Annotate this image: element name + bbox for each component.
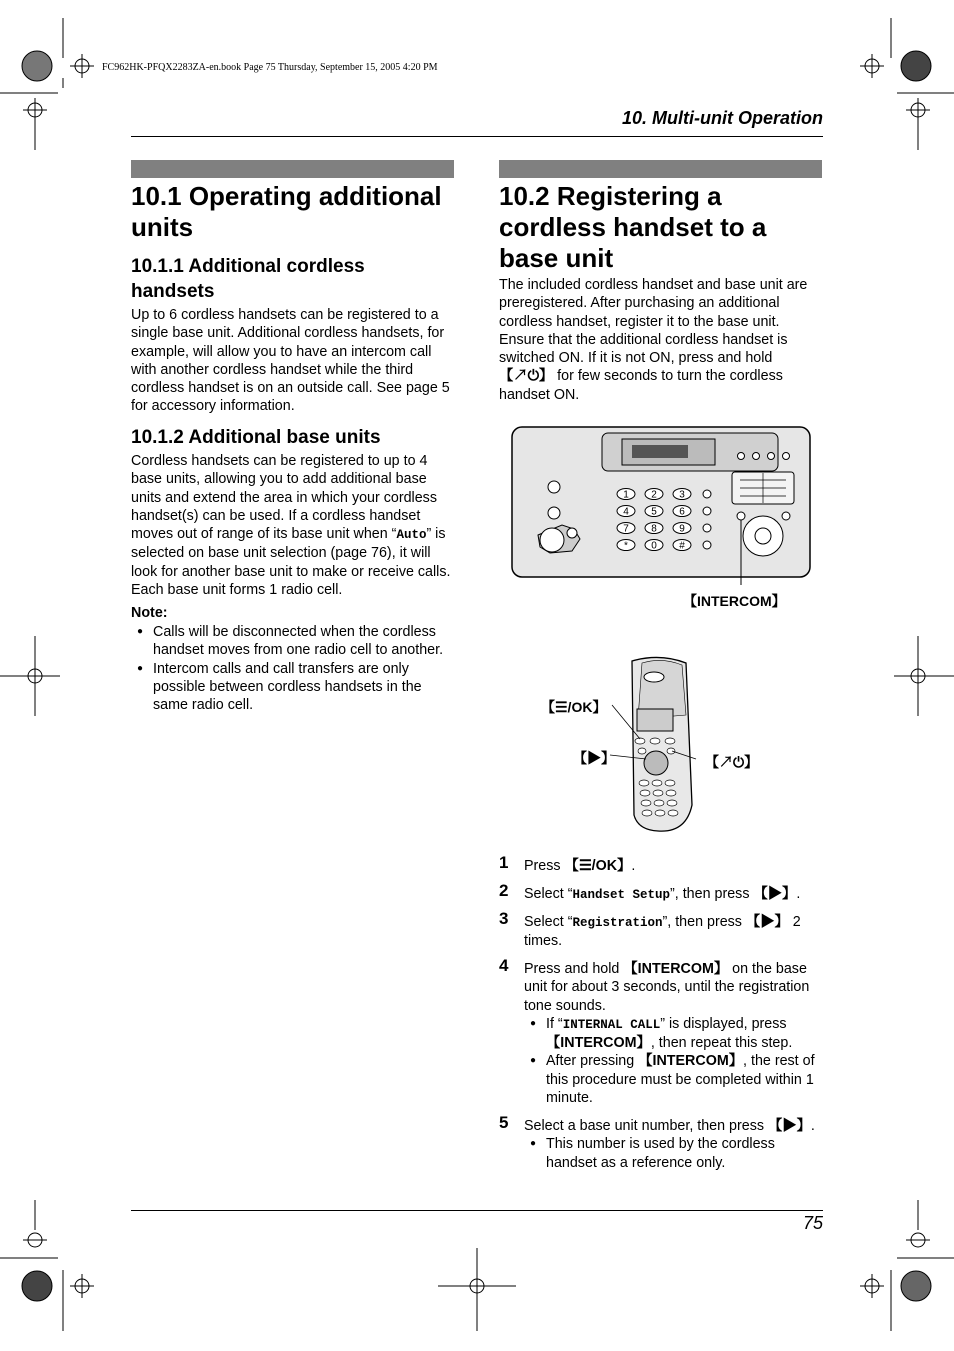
base-units-text-a: Cordless handsets can be registered to up to 4 base units, allowing you to add additional base units and extend the area in which your cordless handset(s) can be used. If a cordless handset moves out of range of its base unit when “ (131, 453, 437, 543)
step-text: Select a base unit number, then press (524, 1118, 768, 1134)
registration-code: Registration (572, 916, 663, 930)
step-text: on the base unit for about 3 seconds, until the registration tone sounds. (524, 961, 810, 1014)
base-key-label: 1 (623, 489, 629, 501)
intercom-key: 【INTERCOM】 (546, 1035, 651, 1052)
bullet-text: After pressing (546, 1053, 639, 1070)
right-arrow-label: 【▶】 (573, 750, 615, 766)
step-text: Select “ (524, 886, 573, 902)
step-text: . (631, 858, 636, 874)
step-text: Press (524, 858, 565, 874)
intercom-key: 【INTERCOM】 (638, 1053, 744, 1070)
bullet-text: , then repeat this step. (650, 1035, 793, 1052)
bullet-text: ” is displayed, press (660, 1015, 787, 1032)
base-key-label: 0 (651, 540, 657, 552)
left-main-heading: 10.1 Operating additional units (131, 181, 442, 242)
step-4-bullet (524, 1015, 823, 1053)
header-rule (131, 136, 823, 137)
file-header: FC962HK-PFQX2283ZA-en.book Page 75 Thursday, September 15, 2005 4:20 PM (102, 62, 438, 73)
auto-code: Auto (396, 528, 427, 543)
right-main-heading: 10.2 Registering a cordless handset to a base unit (499, 181, 767, 273)
left-section-bar (131, 160, 454, 178)
step-number: 4 (499, 956, 509, 975)
intercom-label: 【INTERCOM】 (683, 593, 786, 609)
step-1 (499, 853, 823, 875)
base-unit-illustration (510, 425, 813, 585)
base-key-label: * (624, 540, 628, 552)
step-4-bullet (524, 1052, 823, 1107)
intro-text-b: for few seconds to turn the cordless handset ON. (499, 368, 783, 403)
right-section-bar (499, 160, 822, 178)
right-key: 【▶】 (753, 886, 797, 902)
base-key-label: 6 (679, 506, 685, 518)
step-text: ”, then press (670, 886, 754, 902)
right-key: 【▶】 (768, 1118, 811, 1134)
base-key-label: 3 (679, 489, 685, 501)
bullet-text: If “ (546, 1015, 563, 1032)
right-key: 【▶】 (745, 914, 789, 930)
power-label: 【↗⏻】 (705, 754, 759, 770)
handsets-paragraph: Up to 6 cordless handsets can be registered to a single base unit. Additional cordless handsets, for example, will allow you to have an intercom call with another cordless handset while the third cordless handset is on an outside call. See page 5 for accessory information. (131, 307, 450, 415)
base-key-label: 5 (651, 506, 657, 518)
note-list (131, 623, 454, 714)
handset-illustration (600, 655, 700, 837)
step-text: ”, then press (662, 914, 746, 930)
footer-rule (131, 1210, 823, 1211)
base-key-label: # (679, 540, 685, 552)
step-text: Select “ (524, 914, 573, 930)
step-number: 3 (499, 909, 509, 928)
power-key: 【↗⏻】 (499, 368, 554, 385)
intro-text-a: The included cordless handset and base unit are preregistered. After purchasing an additional cordless handset, register it to the base unit. Ensure that the additional cordless handset is switched ON. If it is not ON, press and hold (499, 277, 808, 367)
step-5 (499, 1113, 823, 1172)
base-key-label: 2 (651, 489, 657, 501)
subsection-heading-handsets: 10.1.1 Additional cordless handsets (131, 256, 365, 302)
base-key-label: 8 (651, 523, 657, 535)
page-number: 75 (802, 1213, 823, 1233)
base-key-label: 4 (623, 506, 629, 518)
note-item: ● Intercom calls and call transfers are only possible between cordless handsets in the same radio cell. (131, 660, 454, 715)
step-5-bullet: ● This number is used by the cordless handset as a reference only. (524, 1135, 823, 1172)
bullet-text: , the rest of this procedure must be completed within 1 minute. (546, 1053, 815, 1107)
handset-setup-code: Handset Setup (572, 888, 670, 902)
step-text: Press and hold (524, 961, 624, 977)
step-3 (499, 909, 823, 951)
step-text: 2 times. (524, 914, 801, 950)
intercom-key: 【INTERCOM】 (623, 961, 729, 977)
menu-ok-label: 【☰/OK】 (541, 699, 607, 715)
step-text: . (810, 1118, 815, 1134)
menu-ok-key: 【☰/OK】 (564, 858, 632, 874)
step-2 (499, 881, 823, 904)
base-key-label: 7 (623, 523, 629, 535)
internal-call-code: INTERNAL CALL (562, 1017, 661, 1032)
note-item: ● Calls will be disconnected when the cordless handset moves from one radio cell to another. (131, 623, 454, 660)
step-number: 2 (499, 881, 509, 900)
base-key-label: 9 (679, 523, 685, 535)
step-number: 5 (499, 1113, 509, 1132)
step-number: 1 (499, 853, 509, 872)
intro-paragraph (499, 276, 823, 404)
base-units-paragraph (131, 452, 454, 599)
step-4 (499, 956, 823, 1107)
step-text: . (796, 886, 801, 902)
subsection-heading-base-units: 10.1.2 Additional base units (131, 427, 381, 448)
section-header: 10. Multi-unit Operation (622, 108, 823, 128)
base-units-text-b: ” is selected on base unit selection (page 76), it will look for another base unit to make or receive calls. Each base unit forms 1 radio cell. (131, 526, 451, 599)
note-label: Note: (131, 605, 168, 621)
